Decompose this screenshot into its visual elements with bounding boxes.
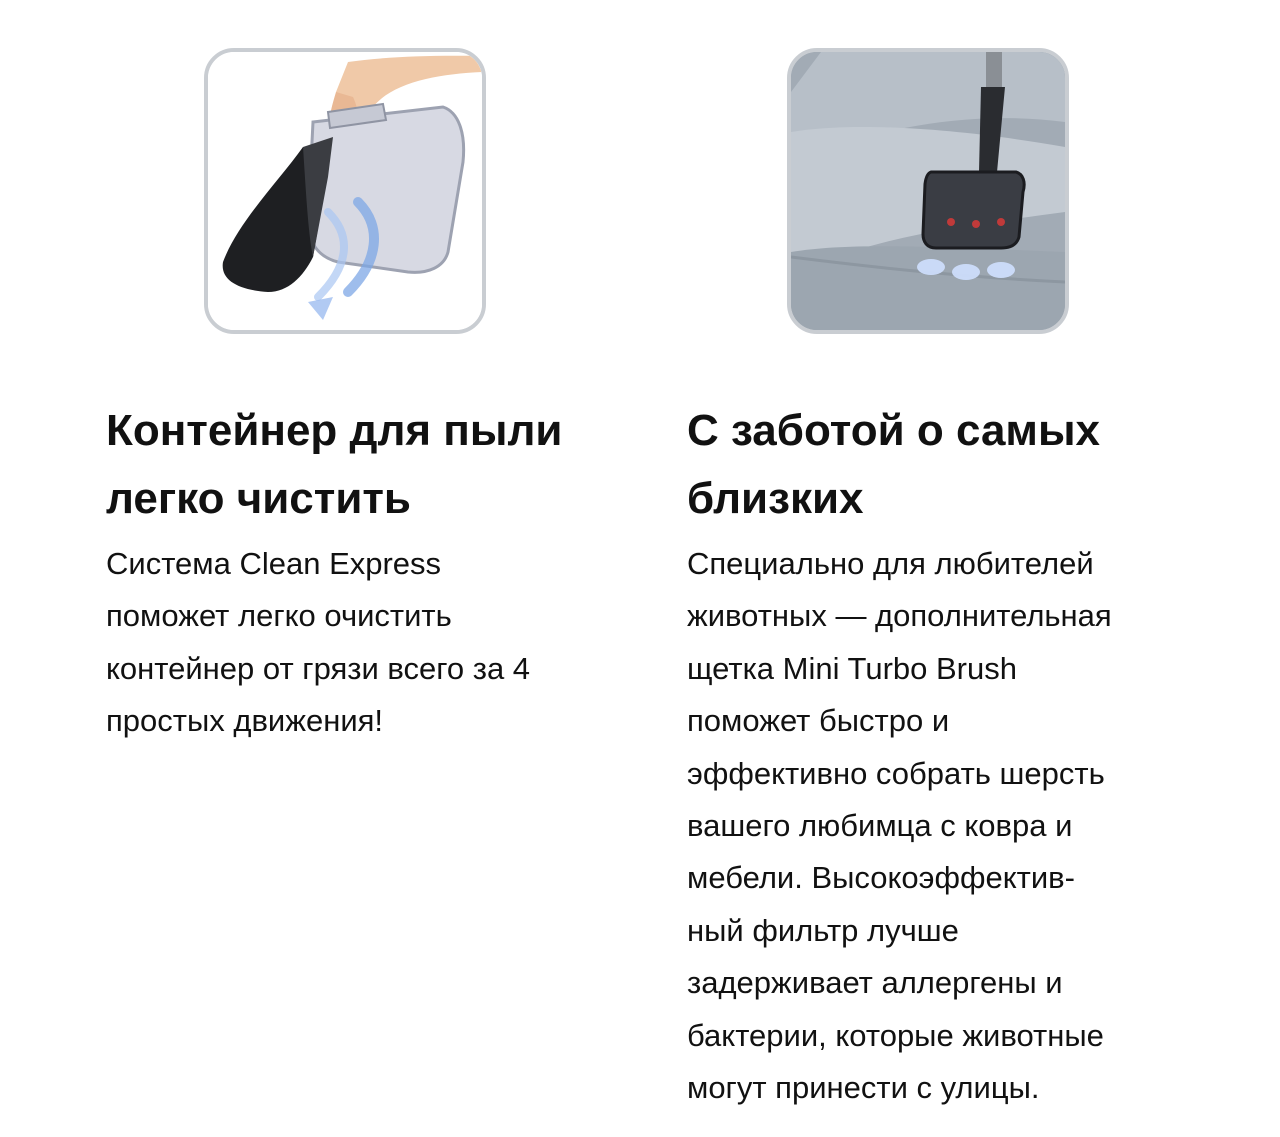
dust-container-illustration: [208, 52, 482, 330]
feature-description: Специально для любителей животных — дополнительная щетка Mini Turbo Brush поможет быстро и эффективно собрать шерсть вашего любимца с ковра и мебели. Высокоэффектив- ный фильтр лучше задерживает аллергены и бактерии, которые животные могут принести с улицы.: [687, 546, 1112, 1106]
mini-turbo-brush-image: [787, 48, 1069, 334]
feature-description: Система Clean Express поможет легко очистить контейнер от грязи всего за 4 простых движения!: [106, 546, 531, 739]
feature-title: С заботой о самых близких: [687, 406, 1101, 523]
mini-turbo-brush-illustration: [791, 52, 1065, 330]
dust-container-image: [204, 48, 486, 334]
feature-title: Контейнер для пыли легко чистить: [106, 406, 563, 523]
